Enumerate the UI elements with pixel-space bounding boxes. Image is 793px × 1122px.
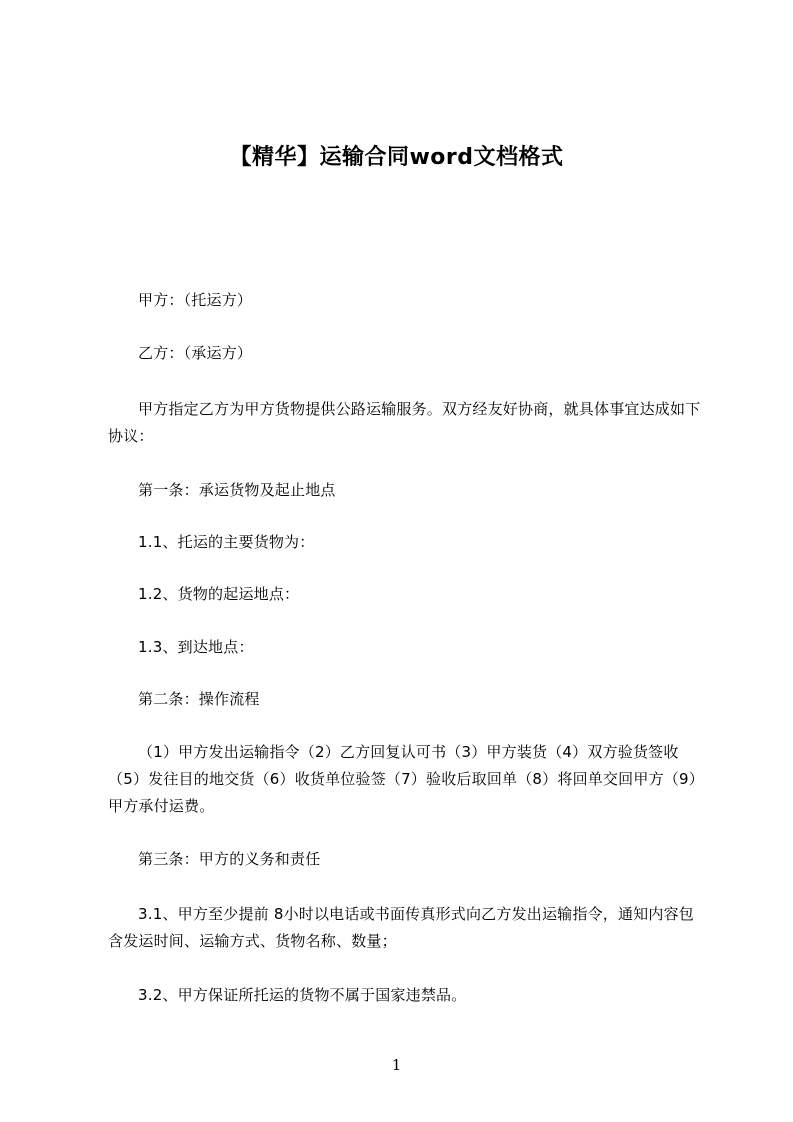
paragraph-text: 3.1、甲方至少提前 8小时以电话或书面传真形式向乙方发出运输指令，通知内容包含发运时间、运输方式、货物名称、数量； xyxy=(108,905,694,950)
paragraph-clause-3-1 xyxy=(108,901,708,955)
paragraph-process-steps xyxy=(108,739,708,820)
paragraph-text: 甲方：（托运方） xyxy=(138,291,253,309)
paragraph-clause-1-3 xyxy=(108,634,708,661)
paragraph-text: 乙方：（承运方） xyxy=(138,344,253,362)
paragraph-party-b xyxy=(108,340,708,367)
paragraph-text: 第一条：承运货物及起止地点 xyxy=(138,481,336,499)
paragraph-party-a xyxy=(108,287,708,314)
paragraph-clause-1-1 xyxy=(108,529,708,556)
paragraph-text: （1）甲方发出运输指令（2）乙方回复认可书（3）甲方装货（4）双方验货签收（5）发往目的地交货（6）收货单位验签（7）验收后取回单（8）将回单交回甲方（9）甲方承付运费。 xyxy=(108,743,704,815)
paragraph-text: 1.1、托运的主要货物为： xyxy=(138,533,315,551)
paragraph-text: 第三条：甲方的义务和责任 xyxy=(138,850,321,868)
document-title: 【精华】运输合同word文档格式 xyxy=(229,145,564,170)
paragraph-text: 第二条：操作流程 xyxy=(138,690,260,708)
paragraph-agreement-intro xyxy=(108,396,708,450)
paragraph-text: 3.2、甲方保证所托运的货物不属于国家违禁品。 xyxy=(138,986,467,1004)
heading-article-2 xyxy=(108,686,708,713)
paragraph-clause-3-2 xyxy=(108,982,708,1009)
paragraph-text: 1.3、到达地点： xyxy=(138,638,254,656)
paragraph-text: 甲方指定乙方为甲方货物提供公路运输服务。双方经友好协商，就具体事宜达成如下协议： xyxy=(108,400,701,445)
page-number: 1 xyxy=(391,1056,402,1074)
paragraph-text: 1.2、货物的起运地点： xyxy=(138,585,300,603)
heading-article-1 xyxy=(108,477,708,504)
heading-article-3 xyxy=(108,846,708,873)
paragraph-clause-1-2 xyxy=(108,581,708,608)
